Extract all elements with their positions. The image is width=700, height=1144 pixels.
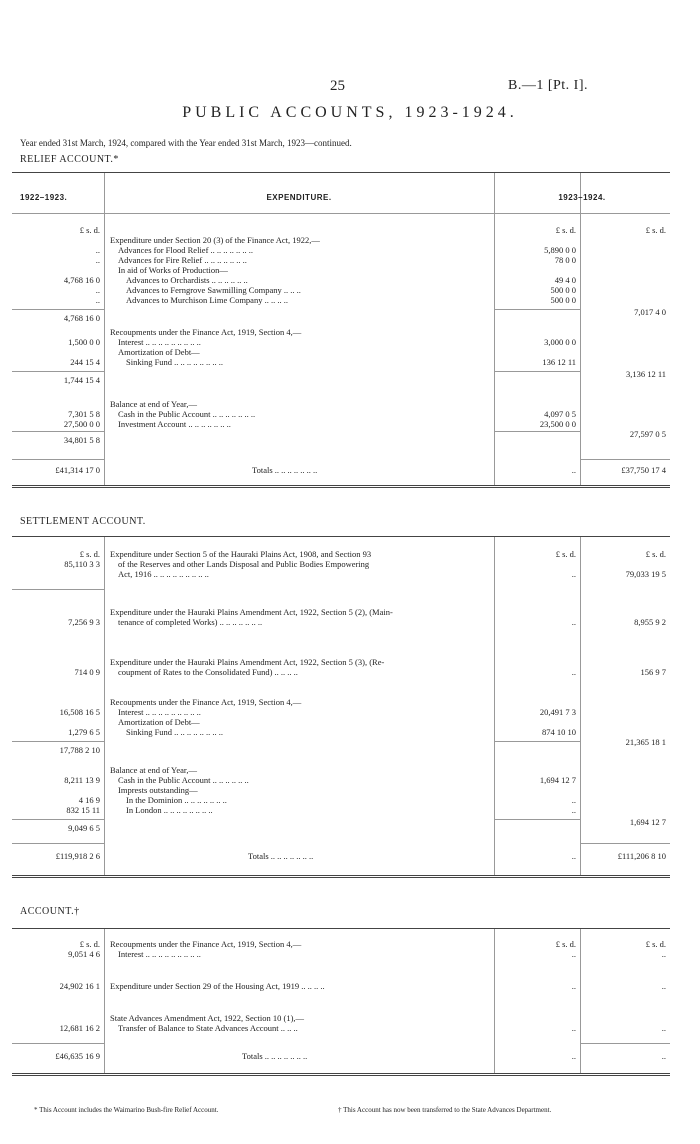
subtotal: 17,788 2 10 — [59, 745, 100, 755]
currency-header: £ s. d. — [645, 939, 666, 949]
subtotal: 4,768 16 0 — [63, 313, 100, 323]
housing-section-title: ACCOUNT.† — [20, 906, 80, 917]
amount: 24,902 16 1 — [59, 981, 100, 991]
amount: 8,955 9 2 — [634, 617, 666, 627]
amount: .. — [95, 295, 100, 305]
amount: 79,033 19 5 — [625, 569, 666, 579]
amount: 16,508 16 5 — [59, 707, 100, 717]
line-text: Interest .. .. .. .. .. .. .. .. .. — [118, 949, 201, 959]
amount: 136 12 11 — [542, 357, 576, 367]
line-text: of the Reserves and other Lands Disposal and Public Bodies Empowering — [118, 559, 370, 569]
amount: 4,097 0 5 — [544, 409, 576, 419]
amount: 500 0 0 — [550, 285, 576, 295]
currency-header: £ s. d. — [645, 549, 666, 559]
amount: 5,890 0 0 — [544, 245, 576, 255]
amount: 874 10 10 — [542, 727, 576, 737]
line-text: Sinking Fund .. .. .. .. .. .. .. .. — [126, 727, 224, 737]
page-number: 25 — [330, 78, 345, 94]
line-text: Advances to Ferngrove Sawmilling Company .. .. .. — [126, 285, 301, 295]
subtotal: 27,597 0 5 — [629, 429, 666, 439]
line-text: In London .. .. .. .. .. .. .. .. — [126, 805, 213, 815]
col-header-1922: 1922–1923. — [20, 193, 68, 202]
currency-header: £ s. d. — [555, 549, 576, 559]
amount: 4,768 16 0 — [63, 275, 100, 285]
line-text: Advances to Murchison Lime Company .. .. .. .. — [126, 295, 288, 305]
amount: 714 0 9 — [74, 667, 100, 677]
amount: 7,301 5 8 — [68, 409, 100, 419]
grand-total: £41,314 17 0 — [55, 465, 100, 475]
currency-header: £ s. d. — [555, 939, 576, 949]
totals-label: Totals .. .. .. .. .. .. .. — [242, 1051, 308, 1061]
line-text: Expenditure under the Hauraki Plains Amendment Act, 1922, Section 5 (2), (Main- — [110, 607, 393, 617]
amount: 27,500 0 0 — [63, 419, 100, 429]
currency-header: £ s. d. — [645, 225, 666, 235]
amount: .. — [571, 617, 576, 627]
amount: .. — [571, 949, 576, 959]
amount: 49 4 0 — [554, 275, 576, 285]
amount: 156 9 7 — [640, 667, 666, 677]
document-reference: B.—1 [Pt. I]. — [508, 78, 588, 93]
amount: 832 15 11 — [66, 805, 100, 815]
line-text: In aid of Works of Production— — [118, 265, 228, 275]
grand-total: .. — [661, 1051, 666, 1061]
amount: .. — [95, 255, 100, 265]
line-text: coupment of Rates to the Consolidated Fund) .. .. .. .. — [118, 667, 298, 677]
page-title: PUBLIC ACCOUNTS, 1923-1924. — [182, 104, 518, 121]
line-text: Act, 1916 .. .. .. .. .. .. .. .. .. — [118, 569, 209, 579]
line-text: Advances for Fire Relief .. .. .. .. .. .. .. — [118, 255, 247, 265]
amount: .. — [661, 949, 666, 959]
grand-total: £37,750 17 4 — [621, 465, 666, 475]
relief-section-title: RELIEF ACCOUNT.* — [20, 154, 119, 165]
currency-header: £ s. d. — [79, 939, 100, 949]
line-text: Expenditure under Section 5 of the Hauraki Plains Act, 1908, and Section 93 — [110, 549, 372, 559]
line-text: Interest .. .. .. .. .. .. .. .. .. — [118, 707, 201, 717]
grand-total: £46,635 16 9 — [55, 1051, 100, 1061]
line-text: tenance of completed Works) .. .. .. .. .. .. .. — [118, 617, 263, 627]
amount: .. — [661, 1023, 666, 1033]
amount: 85,110 3 3 — [64, 559, 100, 569]
col-header-1923: 1923–1924. — [558, 193, 606, 202]
line-text: Expenditure under the Hauraki Plains Amendment Act, 1922, Section 5 (3), (Re- — [110, 657, 385, 667]
line-text: Transfer of Balance to State Advances Account .. .. .. — [118, 1023, 298, 1033]
amount: 20,491 7 3 — [539, 707, 576, 717]
line-text: Amortization of Debt— — [118, 717, 200, 727]
amount: 1,694 12 7 — [539, 775, 576, 785]
subtotal: 21,365 18 1 — [625, 737, 666, 747]
amount: 23,500 0 0 — [539, 419, 576, 429]
subtotal: 34,801 5 8 — [63, 435, 100, 445]
amount: 7,256 9 3 — [68, 617, 100, 627]
settlement-account-table — [12, 536, 670, 878]
settlement-section-title: SETTLEMENT ACCOUNT. — [20, 516, 146, 527]
amount: .. — [571, 1051, 576, 1061]
line-text: Amortization of Debt— — [118, 347, 200, 357]
footnote-star: * This Account includes the Waimarino Bush-fire Relief Account. — [34, 1106, 219, 1114]
line-text: Recoupments under the Finance Act, 1919, Section 4,— — [110, 939, 302, 949]
line-text: Balance at end of Year,— — [110, 399, 197, 409]
footnote-dagger: † This Account has now been transferred to the State Advances Department. — [338, 1106, 552, 1114]
subtotal: 3,136 12 11 — [625, 369, 666, 379]
amount: 244 15 4 — [70, 357, 100, 367]
currency-header: £ s. d. — [79, 549, 100, 559]
amount: 1,500 0 0 — [68, 337, 100, 347]
line-text: Cash in the Public Account .. .. .. .. .. .. — [118, 775, 249, 785]
line-text: Recoupments under the Finance Act, 1919, Section 4,— — [110, 327, 302, 337]
amount: 3,000 0 0 — [544, 337, 576, 347]
line-text: Expenditure under Section 20 (3) of the Finance Act, 1922,— — [110, 235, 320, 245]
totals-label: Totals .. .. .. .. .. .. .. — [252, 465, 318, 475]
line-text: Advances to Orchardists .. .. .. .. .. .. — [126, 275, 248, 285]
amount: 500 0 0 — [550, 295, 576, 305]
amount: 78 0 0 — [554, 255, 576, 265]
line-text: Expenditure under Section 29 of the Housing Act, 1919 .. .. .. .. — [110, 981, 325, 991]
amount: .. — [571, 465, 576, 475]
page-subtitle: Year ended 31st March, 1924, compared with the Year ended 31st March, 1923—continued. — [20, 138, 352, 148]
line-text: Sinking Fund .. .. .. .. .. .. .. .. — [126, 357, 224, 367]
line-text: Recoupments under the Finance Act, 1919, Section 4,— — [110, 697, 302, 707]
line-text: Imprests outstanding— — [118, 785, 198, 795]
amount: .. — [571, 981, 576, 991]
relief-account-table — [12, 172, 670, 488]
line-text: Investment Account .. .. .. .. .. .. .. — [118, 419, 231, 429]
subtotal: 1,744 15 4 — [63, 375, 100, 385]
amount: .. — [571, 569, 576, 579]
subtotal: 1,694 12 7 — [629, 817, 666, 827]
amount: .. — [571, 805, 576, 815]
subtotal: 9,049 6 5 — [68, 823, 100, 833]
amount: .. — [571, 1023, 576, 1033]
line-text: Advances for Flood Relief .. .. .. .. .. .. .. — [118, 245, 254, 255]
amount: .. — [95, 245, 100, 255]
amount: .. — [571, 667, 576, 677]
amount: 1,279 6 5 — [68, 727, 100, 737]
col-header-expenditure: EXPENDITURE. — [266, 193, 332, 202]
line-text: State Advances Amendment Act, 1922, Section 10 (1),— — [110, 1013, 305, 1023]
amount: .. — [661, 981, 666, 991]
line-text: Balance at end of Year,— — [110, 765, 197, 775]
amount: 9,051 4 6 — [68, 949, 100, 959]
housing-account-table — [12, 928, 670, 1076]
amount: 8,211 13 9 — [64, 775, 100, 785]
grand-total: £111,206 8 10 — [617, 851, 666, 861]
amount: .. — [571, 851, 576, 861]
line-text: Cash in the Public Account .. .. .. .. .. .. .. — [118, 409, 256, 419]
totals-label: Totals .. .. .. .. .. .. .. — [248, 851, 314, 861]
currency-header: £ s. d. — [79, 225, 100, 235]
amount: .. — [571, 795, 576, 805]
subtotal: 7,017 4 0 — [634, 307, 666, 317]
line-text: In the Dominion .. .. .. .. .. .. .. — [126, 795, 227, 805]
amount: 12,681 16 2 — [59, 1023, 100, 1033]
amount: 4 16 9 — [78, 795, 100, 805]
line-text: Interest .. .. .. .. .. .. .. .. .. — [118, 337, 201, 347]
currency-header: £ s. d. — [555, 225, 576, 235]
grand-total: £119,918 2 6 — [55, 851, 100, 861]
amount: .. — [95, 285, 100, 295]
